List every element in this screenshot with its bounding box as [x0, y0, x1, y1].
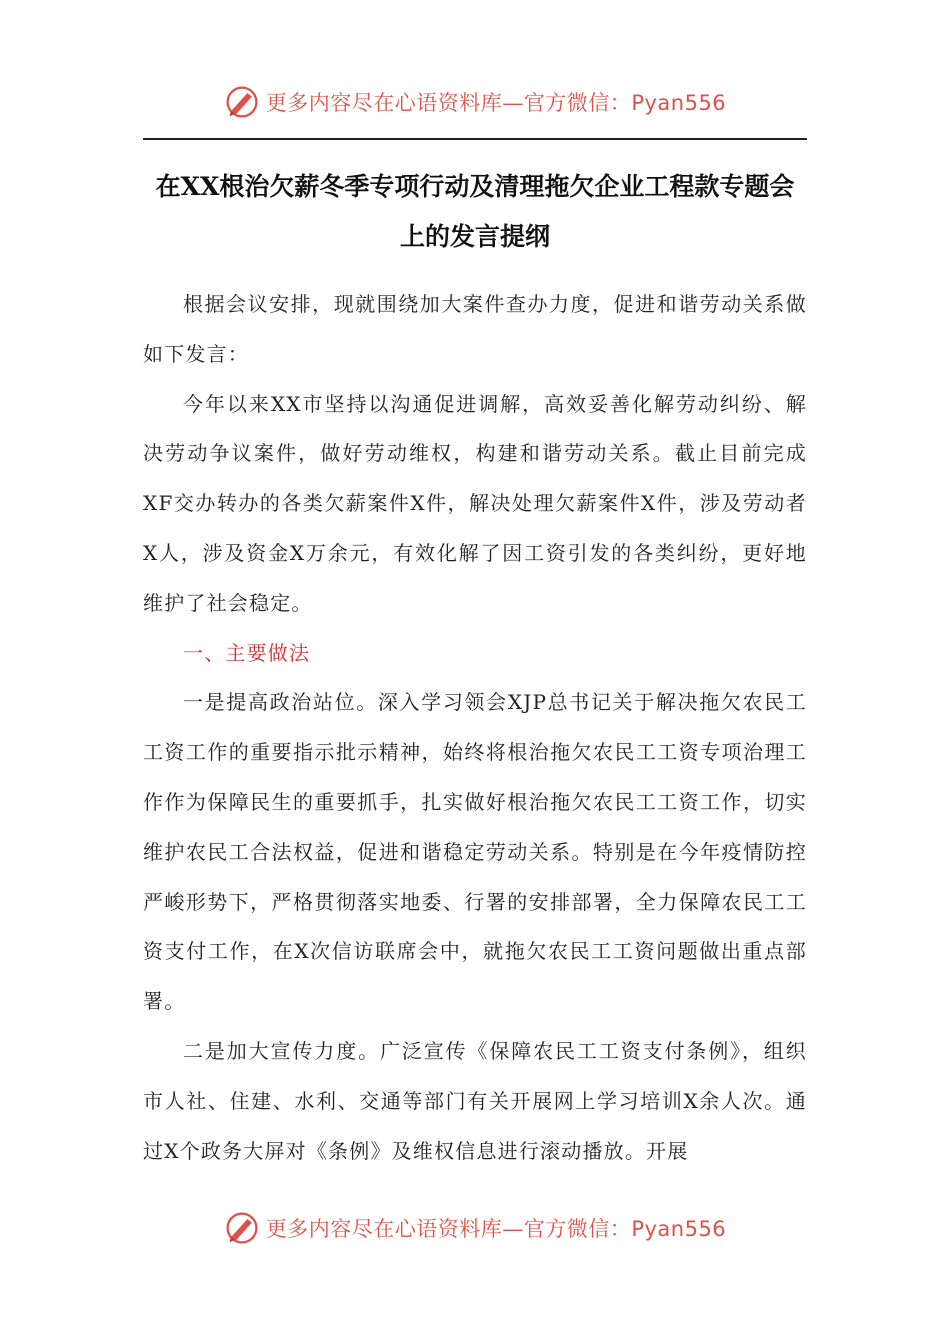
pen-logo-icon — [224, 84, 260, 120]
pen-logo-icon — [224, 1210, 260, 1246]
watermark-text — [266, 1213, 726, 1243]
header-watermark — [0, 80, 950, 124]
document-title — [143, 162, 807, 262]
watermark-brand: 更多内容尽在心语资料库 — [265, 1217, 503, 1241]
footer-watermark — [0, 1206, 950, 1250]
paragraph-summary: 今年以来XX市坚持以沟通促进调解，高效妥善化解劳动纠纷、解决劳动争议案件，做好劳动维权，构建和谐劳动关系。截止目前完成XF交办转办的各类欠薪案件X件，解决处理欠薪案件X件，涉及劳动者X人，涉及资金X万余元，有效化解了因工资引发的各类纠纷，更好地维护了社会稳定。 — [143, 391, 807, 615]
title-line-2: 上的发言提纲 — [399, 222, 550, 251]
watermark-wechat-id: Pyan556 — [631, 1217, 727, 1241]
paragraph-publicity: 二是加大宣传力度。广泛宣传《保障农民工工资支付条例》，组织市人社、住建、水利、交通等部门有关开展网上学习培训X余人次。通过X个政务大屏对《条例》及维权信息进行滚动播放。开展 — [143, 1038, 807, 1163]
document-body — [143, 280, 807, 1176]
paragraph-political-stance: 一是提高政治站位。深入学习领会XJP总书记关于解决拖欠农民工工资工作的重要指示批示精神，始终将根治拖欠农民工工资专项治理工作作为保障民生的重要抓手，扎实做好根治拖欠农民工工资工作，切实维护农民工合法权益，促进和谐稳定劳动关系。特别是在今年疫情防控严峻形势下，严格贯彻落实地委、行署的安排部署，全力保障农民工工资支付工作，在X次信访联席会中，就拖欠农民工工资问题做出重点部署。 — [143, 690, 807, 1014]
paragraph-intro: 根据会议安排，现就围绕加大案件查办力度，促进和谐劳动关系做如下发言： — [143, 292, 807, 366]
header-rule — [143, 138, 807, 140]
watermark-brand: 更多内容尽在心语资料库 — [265, 91, 503, 115]
section-heading: 一、主要做法 — [183, 640, 311, 665]
watermark-separator: — — [502, 1217, 524, 1241]
watermark-wechat-label: 官方微信： — [523, 1217, 632, 1241]
watermark-text — [266, 87, 726, 117]
title-line-1: 在XX根治欠薪冬季专项行动及清理拖欠企业工程款专题会 — [155, 172, 795, 201]
watermark-wechat-label: 官方微信： — [523, 91, 632, 115]
watermark-wechat-id: Pyan556 — [631, 91, 727, 115]
watermark-separator: — — [502, 91, 524, 115]
